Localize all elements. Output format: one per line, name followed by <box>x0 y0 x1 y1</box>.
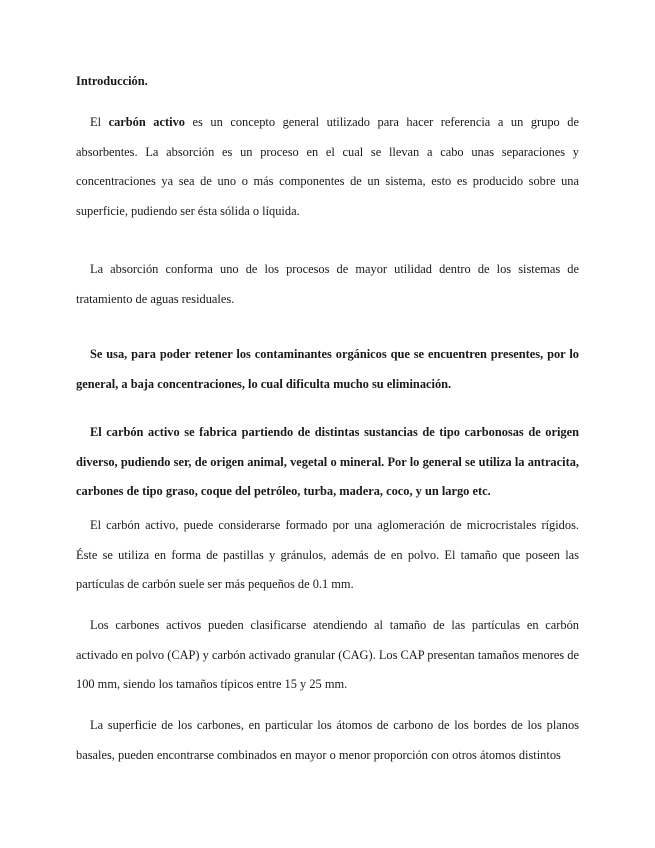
paragraph-microcrystals: El carbón activo, puede considerarse formado por una aglomeración de microcristales rígidos. Éste se utiliza en forma de pastillas y gránulos, además de en polvo. El tamaño que poseen las partículas de carbón suele ser más pequeños de 0.1 mm. <box>76 518 579 591</box>
paragraph-absorption-use: La absorción conforma uno de los procesos de mayor utilidad dentro de los sistemas de tratamiento de aguas residuales. <box>76 262 579 306</box>
term-carbon-activo: carbón activo <box>108 115 185 129</box>
paragraph-surface: La superficie de los carbones, en particular los átomos de carbono de los bordes de los planos basales, pueden encontrarse combinados en mayor o menor proporción con otros átomos distintos <box>76 718 579 762</box>
paragraph-rest: es un concepto general utilizado para hacer referencia a un grupo de absorbentes. La absorción es un proceso en el cual se llevan a cabo unas separaciones y concentraciones ya sea de uno o más componentes de un sistema, esto es producido sobre una superficie, pudiendo ser ésta sólida o líquida. <box>76 115 579 218</box>
paragraph-manufacture: El carbón activo se fabrica partiendo de distintas sustancias de tipo carbonosas de origen diverso, pudiendo ser, de origen animal, vegetal o mineral. Por lo general se utiliza la antracita, carbones de tipo graso, coque del petróleo, turba, madera, coco, y un largo etc. <box>76 425 579 498</box>
paragraph-definition <box>76 108 579 226</box>
paragraph-organic-contaminants: Se usa, para poder retener los contaminantes orgánicos que se encuentren presentes, por lo general, a baja concentraciones, lo cual dificulta mucho su eliminación. <box>76 347 579 391</box>
paragraph-classification: Los carbones activos pueden clasificarse atendiendo al tamaño de las partículas en carbón activado en polvo (CAP) y carbón activado granular (CAG). Los CAP presentan tamaños menores de 100 mm, siendo los tamaños típicos entre 15 y 25 mm. <box>76 618 579 691</box>
paragraph-lead: El <box>90 115 109 129</box>
section-heading: Introducción. <box>76 74 148 88</box>
